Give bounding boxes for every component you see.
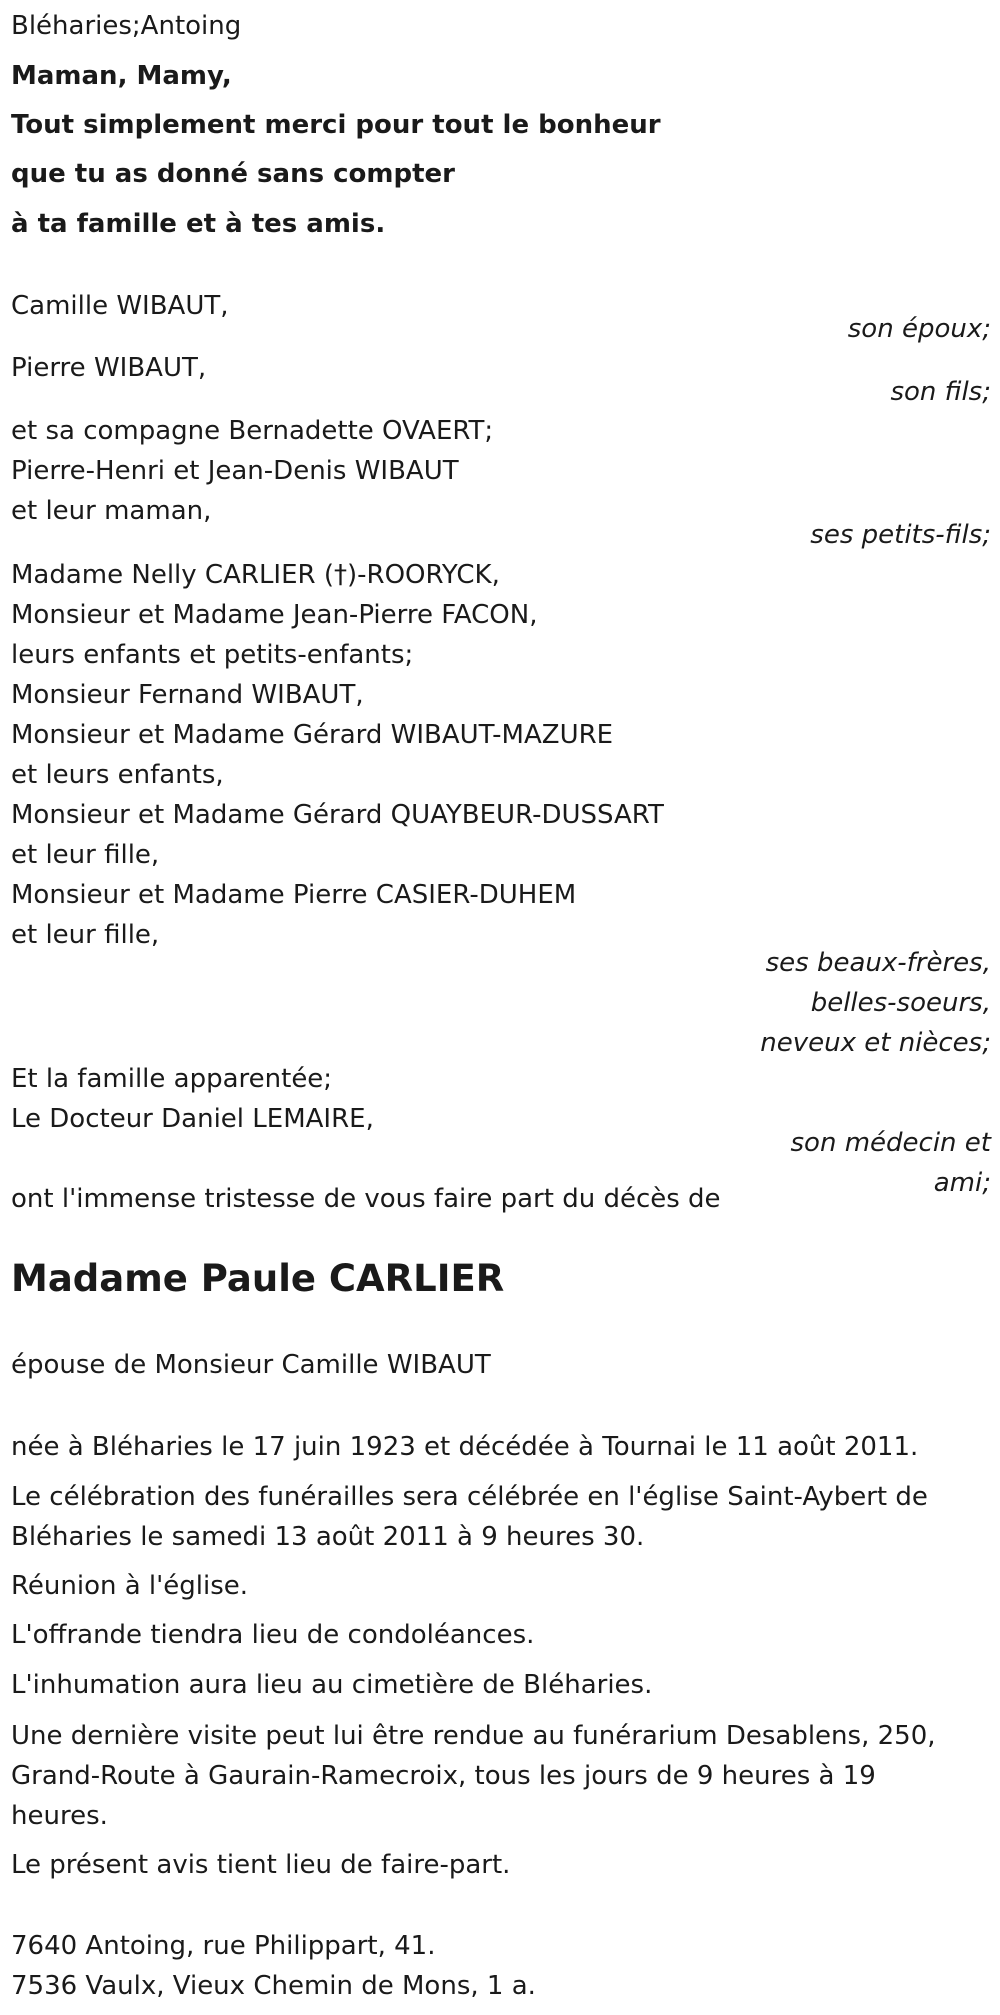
burial: L'inhumation aura lieu au cimetière de Bléharies.: [11, 1670, 653, 1700]
location-header: Bléharies;Antoing: [11, 11, 242, 41]
birth-death: née à Bléharies le 17 juin 1923 et décédée à Tournai le 11 août 2011.: [11, 1432, 919, 1462]
celebration: [11, 1477, 928, 1557]
tribute-line: que tu as donné sans compter: [11, 159, 455, 189]
spouse-name: Camille WIBAUT,: [11, 291, 229, 321]
in-laws-relation-line: neveux et nièces;: [760, 1028, 991, 1058]
address-line: 7640 Antoing, rue Philippart, 41.: [11, 1931, 436, 1961]
grandsons-relation: ses petits-fils;: [810, 520, 991, 550]
celebration-line: Bléharies le samedi 13 août 2011 à 9 heures 30.: [11, 1522, 645, 1552]
grandsons-line: Pierre-Henri et Jean-Denis WIBAUT: [11, 456, 459, 486]
visit-line: Grand-Route à Gaurain-Ramecroix, tous les jours de 9 heures à 19: [11, 1761, 876, 1791]
address-line: 7536 Vaulx, Vieux Chemin de Mons, 1 a.: [11, 1971, 536, 2001]
doctor-relation-line: ami;: [933, 1168, 991, 1198]
doctor-relation: [791, 1123, 991, 1203]
in-laws-line: et leur fille,: [11, 920, 160, 950]
son-relation: son fils;: [890, 377, 991, 407]
visit-info: [11, 1716, 936, 1836]
notice: Le présent avis tient lieu de faire-part.: [11, 1850, 511, 1880]
visit-line: Une dernière visite peut lui être rendue au funérarium Desablens, 250,: [11, 1721, 936, 1751]
spouse-relation: son époux;: [847, 314, 991, 344]
spouse-of: épouse de Monsieur Camille WIBAUT: [11, 1350, 491, 1380]
in-laws-line: Monsieur et Madame Jean-Pierre FACON,: [11, 600, 538, 630]
in-laws-line: et leurs enfants,: [11, 760, 224, 790]
in-laws-relation-line: belles-soeurs,: [810, 988, 991, 1018]
visit-line: heures.: [11, 1801, 108, 1831]
in-laws-relation: [760, 943, 991, 1063]
in-laws-block: [11, 555, 664, 955]
offering: L'offrande tiendra lieu de condoléances.: [11, 1620, 535, 1650]
announcement: ont l'immense tristesse de vous faire part du décès de: [11, 1184, 721, 1214]
in-laws-line: et leur fille,: [11, 840, 160, 870]
reunion: Réunion à l'église.: [11, 1571, 249, 1601]
celebration-line: Le célébration des funérailles sera célébrée en l'église Saint-Aybert de: [11, 1482, 928, 1512]
in-laws-line: Monsieur et Madame Gérard WIBAUT-MAZURE: [11, 720, 614, 750]
addresses: [11, 1926, 536, 2006]
in-laws-line: Madame Nelly CARLIER (†)-ROORYCK,: [11, 560, 500, 590]
grandsons-line: et sa compagne Bernadette OVAERT;: [11, 416, 494, 446]
deceased-name: Madame Paule CARLIER: [11, 1257, 505, 1300]
related-family: Et la famille apparentée;: [11, 1064, 333, 1094]
grandsons-block: [11, 411, 493, 531]
doctor-relation-line: son médecin et: [790, 1128, 991, 1158]
in-laws-relation-line: ses beaux-frères,: [765, 948, 991, 978]
tribute-line: Tout simplement merci pour tout le bonheur: [11, 110, 661, 140]
in-laws-line: leurs enfants et petits-enfants;: [11, 640, 414, 670]
doctor-name: Le Docteur Daniel LEMAIRE,: [11, 1104, 374, 1134]
tribute-line: à ta famille et à tes amis.: [11, 209, 386, 239]
in-laws-line: Monsieur Fernand WIBAUT,: [11, 680, 364, 710]
in-laws-line: Monsieur et Madame Pierre CASIER-DUHEM: [11, 880, 577, 910]
tribute-line: Maman, Mamy,: [11, 61, 232, 91]
grandsons-line: et leur maman,: [11, 496, 212, 526]
in-laws-line: Monsieur et Madame Gérard QUAYBEUR-DUSSART: [11, 800, 664, 830]
son-name: Pierre WIBAUT,: [11, 353, 207, 383]
